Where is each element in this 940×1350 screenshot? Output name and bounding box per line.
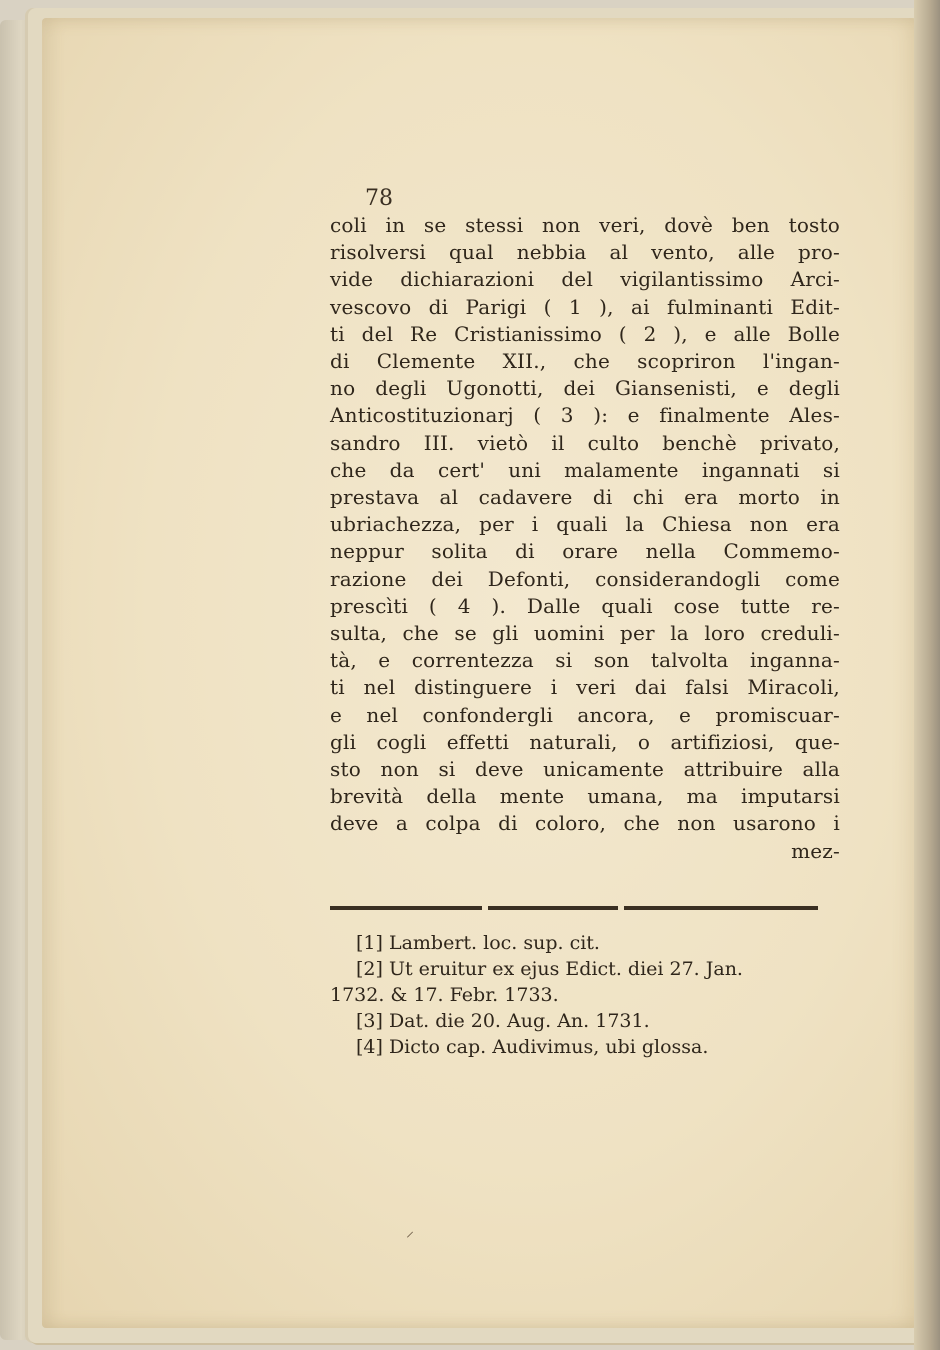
text-line: prescìti ( 4 ). Dalle quali cose tutte re- — [330, 593, 840, 618]
body-text — [330, 212, 840, 865]
footnotes — [330, 930, 850, 1060]
footnote-2-continued: 1732. & 17. Febr. 1733. — [330, 984, 559, 1006]
text-line: di Clemente XII., che scopriron l'ingan- — [330, 349, 840, 374]
text-line: Anticostituzionarj ( 3 ): e finalmente Ales- — [330, 403, 840, 428]
text-line: deve a colpa di coloro, che non usarono i — [330, 811, 840, 836]
footnote-rule-segment — [624, 906, 818, 910]
text-line: ubriachezza, per i quali la Chiesa non era — [330, 512, 840, 537]
footnote-rule-segment — [330, 906, 482, 910]
text-line: vescovo di Parigi ( 1 ), ai fulminanti Edit- — [330, 294, 840, 319]
footnote-3: [3] Dat. die 20. Aug. An. 1731. — [356, 1010, 650, 1032]
text-line: che da cert' uni malamente ingannati si — [330, 457, 840, 482]
text-line: risolversi qual nebbia al vento, alle pro- — [330, 240, 840, 265]
book-edge-right — [914, 0, 940, 1350]
footnote-rule-segment — [488, 906, 618, 910]
footnote-2: [2] Ut eruitur ex ejus Edict. diei 27. Jan. — [356, 958, 743, 980]
pen-mark: ⸍ — [406, 1228, 415, 1247]
text-line: coli in se stessi non veri, dovè ben tosto — [330, 213, 840, 237]
text-line: tà, e correntezza si son talvolta inganna- — [330, 648, 840, 673]
text-line: ti nel distinguere i veri dai falsi Miracoli, — [330, 675, 840, 700]
text-line: sulta, che se gli uomini per la loro creduli- — [330, 621, 840, 646]
text-line: brevità della mente umana, ma imputarsi — [330, 784, 840, 809]
text-line: razione dei Defonti, considerandogli come — [330, 566, 840, 591]
text-line: gli cogli effetti naturali, o artifiziosi, que- — [330, 729, 840, 754]
footnote-4: [4] Dicto cap. Audivimus, ubi glossa. — [356, 1036, 709, 1058]
text-line: no degli Ugonotti, dei Giansenisti, e degli — [330, 376, 840, 401]
text-line: e nel confondergli ancora, e promiscuar- — [330, 702, 840, 727]
text-line: vide dichiarazioni del vigilantissimo Arci- — [330, 267, 840, 292]
page-number: 78 — [365, 186, 393, 211]
text-line: sandro III. vietò il culto benchè privato, — [330, 430, 840, 455]
catchword: mez- — [791, 838, 840, 863]
footnote-1: [1] Lambert. loc. sup. cit. — [356, 932, 600, 954]
text-line: prestava al cadavere di chi era morto in — [330, 485, 840, 510]
text-line: ti del Re Cristianissimo ( 2 ), e alle Bolle — [330, 321, 840, 346]
text-line: sto non si deve unicamente attribuire alla — [330, 757, 840, 782]
text-line: neppur solita di orare nella Commemo- — [330, 539, 840, 564]
